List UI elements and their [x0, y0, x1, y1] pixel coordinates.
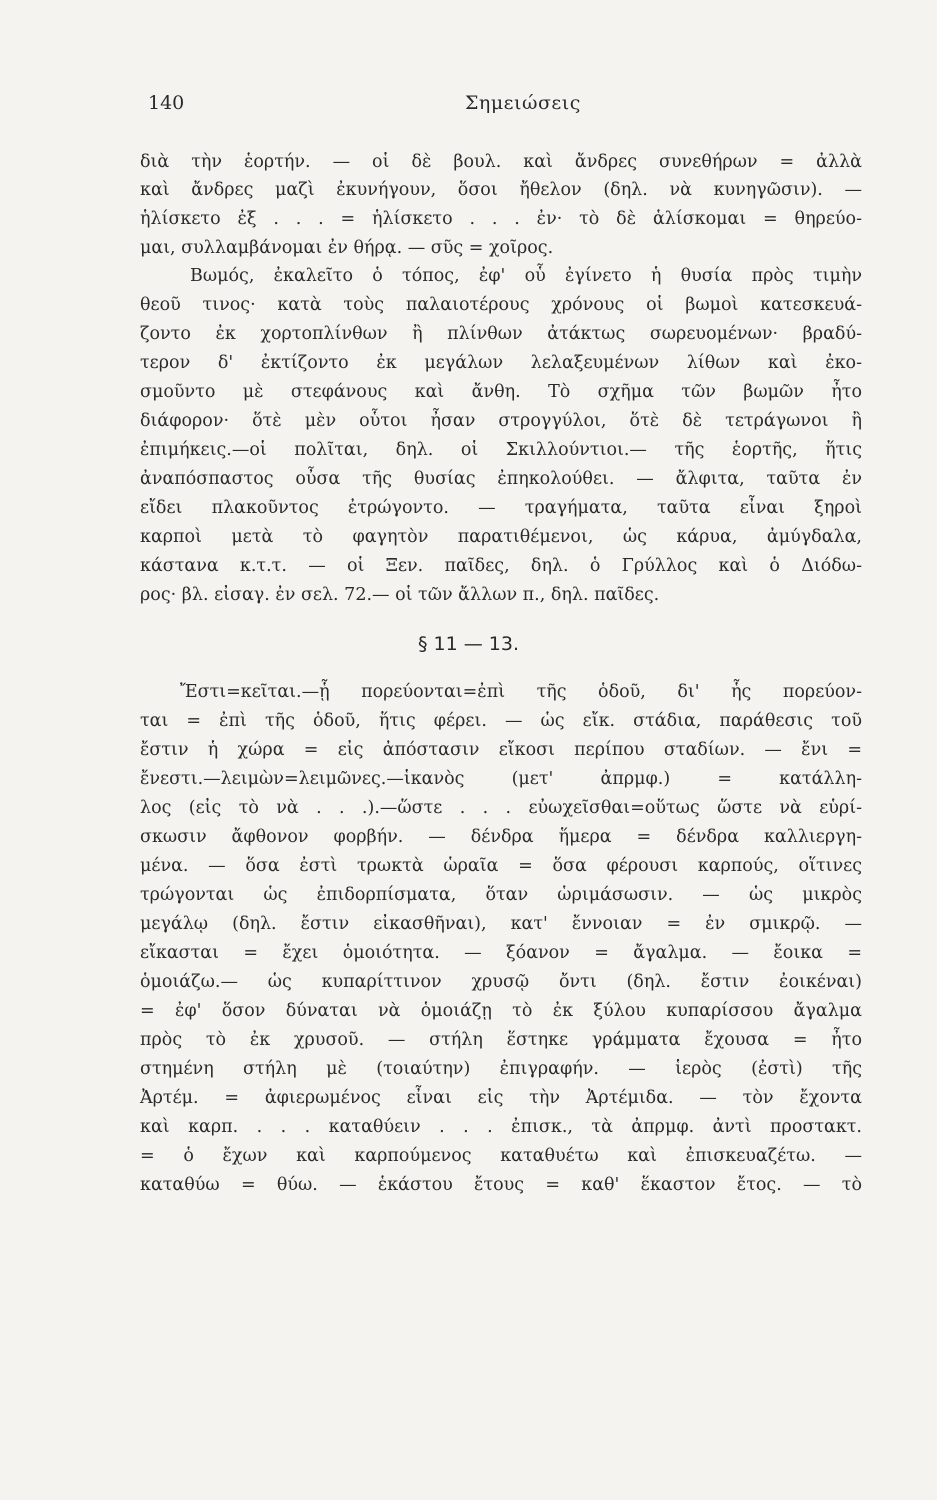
text-line: εἴκασται = ἔχει ὁμοιότητα. — ξόανον = ἄγαλμα. — ἔοικα =	[140, 943, 862, 963]
text-line: Ἔστι=κεῖται.—ᾗ πορεύονται=ἐπὶ τῆς ὁδοῦ, δι' ἧς πορεύον-	[180, 682, 862, 702]
text-line: διάφορον· ὅτὲ μὲν οὗτοι ἦσαν στρογγύλοι, ὅτὲ δὲ τετράγωνοι ἢ	[140, 411, 862, 431]
text-line: σμοῦντο μὲ στεφάνους καὶ ἄνθη. Τὸ σχῆμα τῶν βωμῶν ἦτο	[140, 382, 862, 402]
text-line: πρὸς τὸ ἐκ χρυσοῦ. — στήλη ἕστηκε γράμματα ἔχουσα = ἦτο	[140, 1030, 862, 1050]
text-line: τρώγονται ὡς ἐπιδορπίσματα, ὅταν ὡριμάσωσιν. — ὡς μικρὸς	[140, 885, 862, 905]
text-line: ρος· βλ. εἰσαγ. ἐν σελ. 72.— οἱ τῶν ἄλλων π., δηλ. παῖδες.	[140, 585, 660, 605]
text-line: Ἀρτέμ. = ἀφιερωμένος εἶναι εἰς τὴν Ἀρτέμιδα. — τὸν ἔχοντα	[140, 1088, 862, 1108]
page-header	[140, 92, 857, 122]
text-line: ἡλίσκετο ἐξ . . . = ἡλίσκετο . . . ἐν· τὸ δὲ ἁλίσκομαι = θηρεύο-	[140, 209, 862, 229]
text-line: στημένη στήλη μὲ (τοιαύτην) ἐπιγραφήν. — ἱερὸς (ἐστὶ) τῆς	[140, 1059, 862, 1079]
text-line: = ὁ ἔχων καὶ καρπούμενος καταθυέτω καὶ ἐπισκευαζέτω. —	[140, 1146, 862, 1166]
text-line: ζοντο ἐκ χορτοπλίνθων ἢ πλίνθων ἀτάκτως σωρευομένων· βραδύ-	[140, 324, 862, 344]
text-line: ται = ἐπὶ τῆς ὁδοῦ, ἥτις φέρει. — ὡς εἴκ. στάδια, παράθεσις τοῦ	[140, 711, 862, 731]
text-line: καὶ ἄνδρες μαζὶ ἐκυνήγουν, ὅσοι ἤθελον (δηλ. νὰ κυνηγῶσιν). —	[140, 180, 862, 200]
text-line: καρποὶ μετὰ τὸ φαγητὸν παρατιθέμενοι, ὡς κάρυα, ἀμύγδαλα,	[140, 527, 862, 547]
text-line: λος (εἰς τὸ νὰ . . .).—ὥστε . . . εὐωχεῖσθαι=οὕτως ὥστε νὰ εὑρί-	[140, 798, 862, 818]
text-line: ὁμοιάζω.— ὡς κυπαρίττινον χρυσῷ ὄντι (δηλ. ἔστιν ἐοικέναι)	[140, 972, 862, 992]
page-number: 140	[148, 92, 185, 114]
text-line: ἔνεστι.—λειμὼν=λειμῶνες.—ἱκανὸς (μετ' ἀπρμφ.) = κατάλλη-	[140, 769, 862, 789]
text-line: σκωσιν ἄφθονον φορβήν. — δένδρα ἥμερα = δένδρα καλλιεργη-	[140, 827, 862, 847]
text-line: = ἐφ' ὅσον δύναται νὰ ὁμοιάζῃ τὸ ἐκ ξύλου κυπαρίσσου ἄγαλμα	[140, 1001, 862, 1021]
text-line: θεοῦ τινος· κατὰ τοὺς παλαιοτέρους χρόνους οἱ βωμοὶ κατεσκευά-	[140, 295, 862, 315]
running-title: Σημειώσεις	[465, 92, 581, 114]
text-line: μεγάλῳ (δηλ. ἔστιν εἰκασθῆναι), κατ' ἔννοιαν = ἐν σμικρῷ. —	[140, 914, 862, 934]
text-line: ἔστιν ἡ χώρα = εἰς ἀπόστασιν εἴκοσι περίπου σταδίων. — ἔνι =	[140, 740, 862, 760]
text-line: διὰ τὴν ἑορτήν. — οἱ δὲ βουλ. καὶ ἄνδρες συνεθήρων = ἀλλὰ	[140, 152, 862, 172]
text-line: ἐπιμήκεις.—οἱ πολῖται, δηλ. οἱ Σκιλλούντιοι.— τῆς ἑορτῆς, ἥτις	[140, 440, 862, 460]
text-line: καὶ καρπ. . . . καταθύειν . . . ἐπισκ., τὰ ἀπρμφ. ἀντὶ προστακτ.	[140, 1117, 862, 1137]
text-line: μένα. — ὅσα ἐστὶ τρωκτὰ ὡραῖα = ὅσα φέρουσι καρπούς, οἵτινες	[140, 856, 862, 876]
text-line: ἀναπόσπαστος οὖσα τῆς θυσίας ἐπηκολούθει. — ἄλφιτα, ταῦτα ἐν	[140, 469, 862, 489]
text-line: τερον δ' ἐκτίζοντο ἐκ μεγάλων λελαξευμένων λίθων καὶ ἐκο-	[140, 353, 862, 373]
text-line: κάστανα κ.τ.τ. — οἱ Ξεν. παῖδες, δηλ. ὁ Γρύλλος καὶ ὁ Διόδω-	[140, 556, 862, 576]
text-line: Βωμός, ἐκαλεῖτο ὁ τόπος, ἐφ' οὗ ἐγίνετο ἡ θυσία πρὸς τιμὴν	[190, 266, 862, 286]
text-line: καταθύω = θύω. — ἑκάστου ἔτους = καθ' ἕκαστον ἔτος. — τὸ	[140, 1175, 862, 1195]
text-line: μαι, συλλαμβάνομαι ἐν θήρᾳ. — σῦς = χοῖρος.	[140, 238, 554, 258]
text-line: εἴδει πλακοῦντος ἐτρώγοντο. — τραγήματα, ταῦτα εἶναι ξηροὶ	[140, 498, 862, 518]
section-heading: § 11 — 13.	[417, 633, 519, 655]
